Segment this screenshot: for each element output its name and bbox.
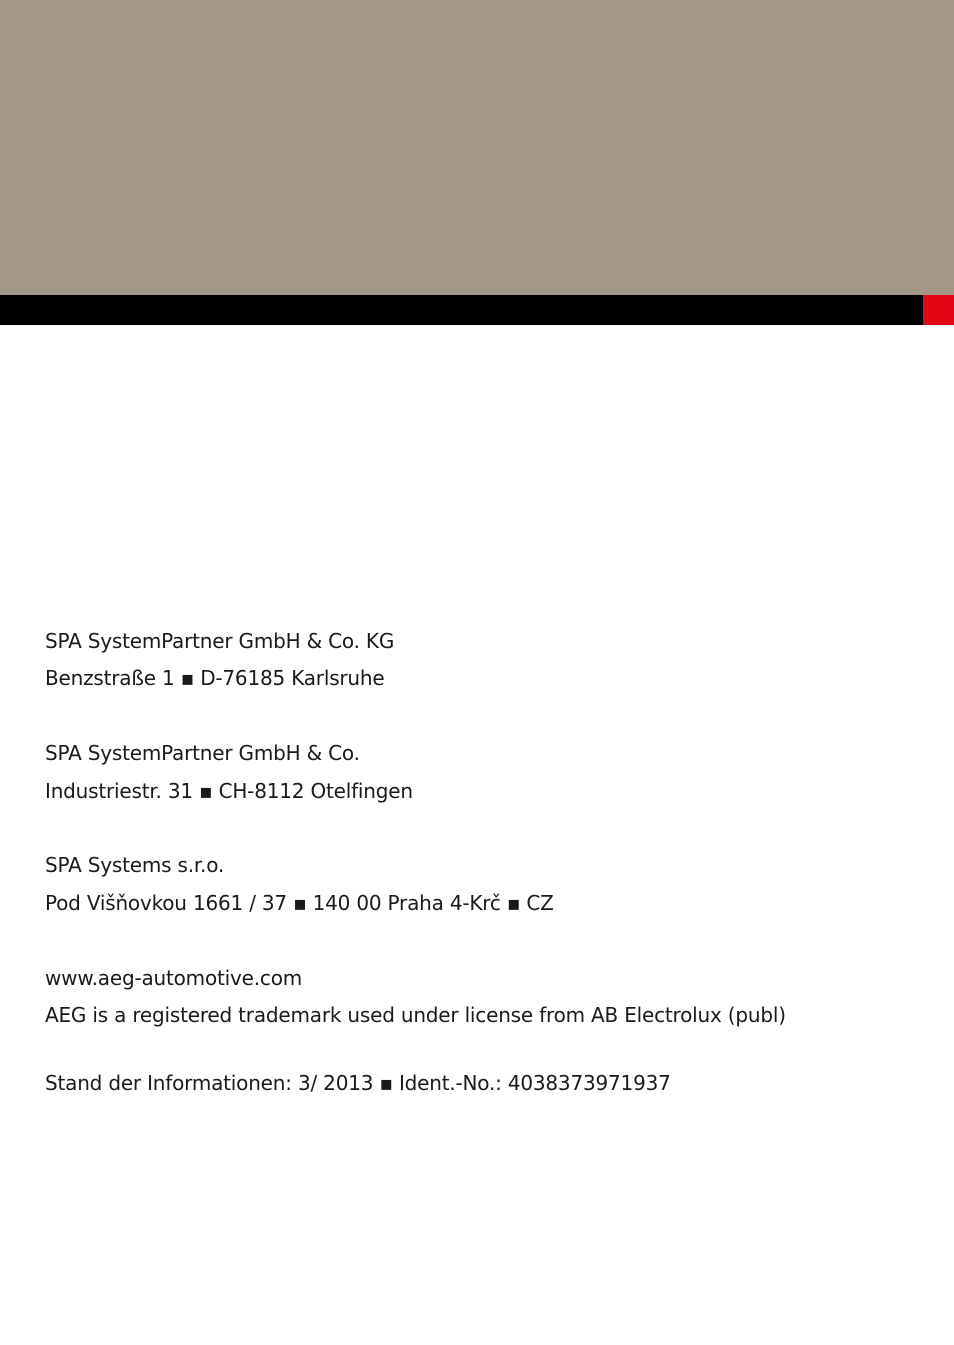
company-otelfingen-name: SPA SystemPartner GmbH & Co. xyxy=(45,741,360,765)
company-otelfingen-address: Industriestr. 31 ▪ CH-8112 Otelfingen xyxy=(45,779,413,803)
company-praha-address: Pod Višňovkou 1661 / 37 ▪ 140 00 Praha 4-Krč ▪ CZ xyxy=(45,891,554,915)
company-praha-name: SPA Systems s.r.o. xyxy=(45,853,225,877)
header-band xyxy=(0,0,954,295)
website-url: www.aeg-automotive.com xyxy=(45,966,303,990)
company-karlsruhe-name: SPA SystemPartner GmbH & Co. KG xyxy=(45,629,395,653)
header-black-bar xyxy=(0,295,923,325)
trademark-notice: AEG is a registered trademark used under license from AB Electrolux (publ) xyxy=(45,1003,786,1027)
information-status-line: Stand der Informationen: 3/ 2013 ▪ Ident.-No.: 4038373971937 xyxy=(45,1071,671,1095)
header-red-accent xyxy=(923,295,954,325)
company-karlsruhe-address: Benzstraße 1 ▪ D-76185 Karlsruhe xyxy=(45,666,385,690)
